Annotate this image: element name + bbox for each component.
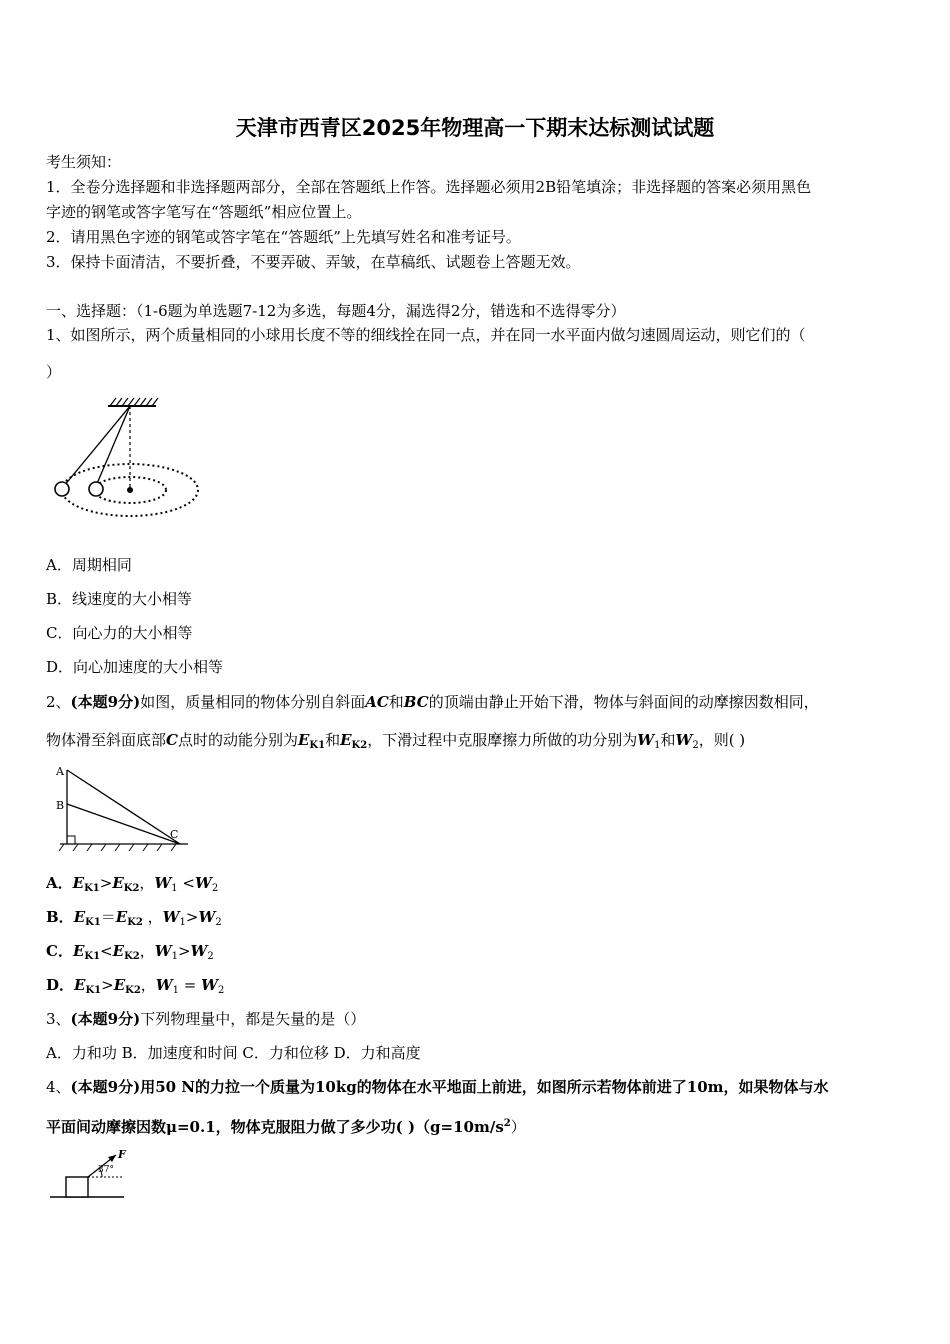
- q1-option-b: B．线速度的大小相等: [46, 590, 193, 608]
- q1-conical-pendulum-figure: [46, 392, 206, 524]
- q2-option-a: A．$E_{K1}>E_{K2}$，$W_1 <W_2$: [46, 874, 219, 894]
- notice-item-1a: 1．全卷分选择题和非选择题两部分，全部在答题纸上作答。选择题必须用2B铅笔填涂；非选择题的答案必须用黑色: [46, 178, 812, 196]
- notice-item-1b: 字迹的钢笔或答字笔写在“答题纸”相应位置上。: [46, 203, 362, 221]
- q2-option-c: C．$E_{K1}<E_{K2}$，$W_1>W_2$: [46, 942, 214, 962]
- q4-pulled-box-figure: [46, 1145, 136, 1205]
- q2-fig-label-b: B: [56, 799, 65, 812]
- q2-incline-figure: [50, 762, 200, 857]
- page-title: 天津市西青区2025年物理高一下期末达标测试试题: [235, 116, 715, 140]
- q2-stem-line1: 2、(本题9分)如图，质量相同的物体分别自斜面AC和BC的顶端由静止开始下滑，物体与斜面间的动摩擦因数相同，: [46, 693, 819, 711]
- q1-option-d: D．向心加速度的大小相等: [46, 658, 224, 676]
- q2-option-b: B．$E_{K1}=E_{K2}$ ，$W_1>W_2$: [46, 908, 222, 928]
- notice-item-2: 2．请用黑色字迹的钢笔或答字笔在“答题纸”上先填写姓名和准考证号。: [46, 228, 521, 246]
- notice-item-3: 3．保持卡面清洁，不要折叠，不要弄破、弄皱，在草稿纸、试题卷上答题无效。: [46, 253, 581, 271]
- q3-options: A．力和功 B．加速度和时间 C．力和位移 D．力和高度: [46, 1044, 421, 1062]
- q1-option-c: C．向心力的大小相等: [46, 624, 193, 642]
- q2-stem-line2: 物体滑至斜面底部C点时的动能分别为$E_{K1}$和$E_{K2}$，下滑过程中克服摩擦力所做的功分别为$W_1$和$W_2$，则( ): [46, 731, 746, 751]
- q4-fig-angle-label: 37°: [98, 1165, 114, 1175]
- q2-option-d: D．$E_{K1}>E_{K2}$，$W_1 = W_2$: [46, 976, 225, 996]
- q4-stem-line2: 平面间动摩擦因数μ=0.1，物体克服阻力做了多少功( )$(g=10m/s^2)$: [46, 1118, 526, 1136]
- notice-heading: 考生须知：: [46, 153, 122, 171]
- q2-fig-label-c: C: [170, 828, 179, 841]
- q1-option-a: A．周期相同: [46, 556, 132, 574]
- q2-fig-label-a: A: [56, 765, 64, 778]
- q1-stem-end: ）: [46, 363, 62, 381]
- q3-stem: 3、(本题9分)下列物理量中，都是矢量的是（）: [46, 1010, 366, 1028]
- section-heading: 一、选择题：（1-6题为单选题7-12为多选，每题4分，漏选得2分，错选和不选得零分）: [46, 302, 626, 320]
- q1-stem: 1、如图所示，两个质量相同的小球用长度不等的细线拴在同一点，并在同一水平面内做匀速圆周运动，则它们的（: [46, 326, 806, 344]
- q4-stem-line1: 4、(本题9分)用50 N的力拉一个质量为10kg的物体在水平地面上前进，如图所示若物体前进了10m，如果物体与水: [46, 1078, 829, 1096]
- q4-fig-force-label: F: [118, 1148, 126, 1161]
